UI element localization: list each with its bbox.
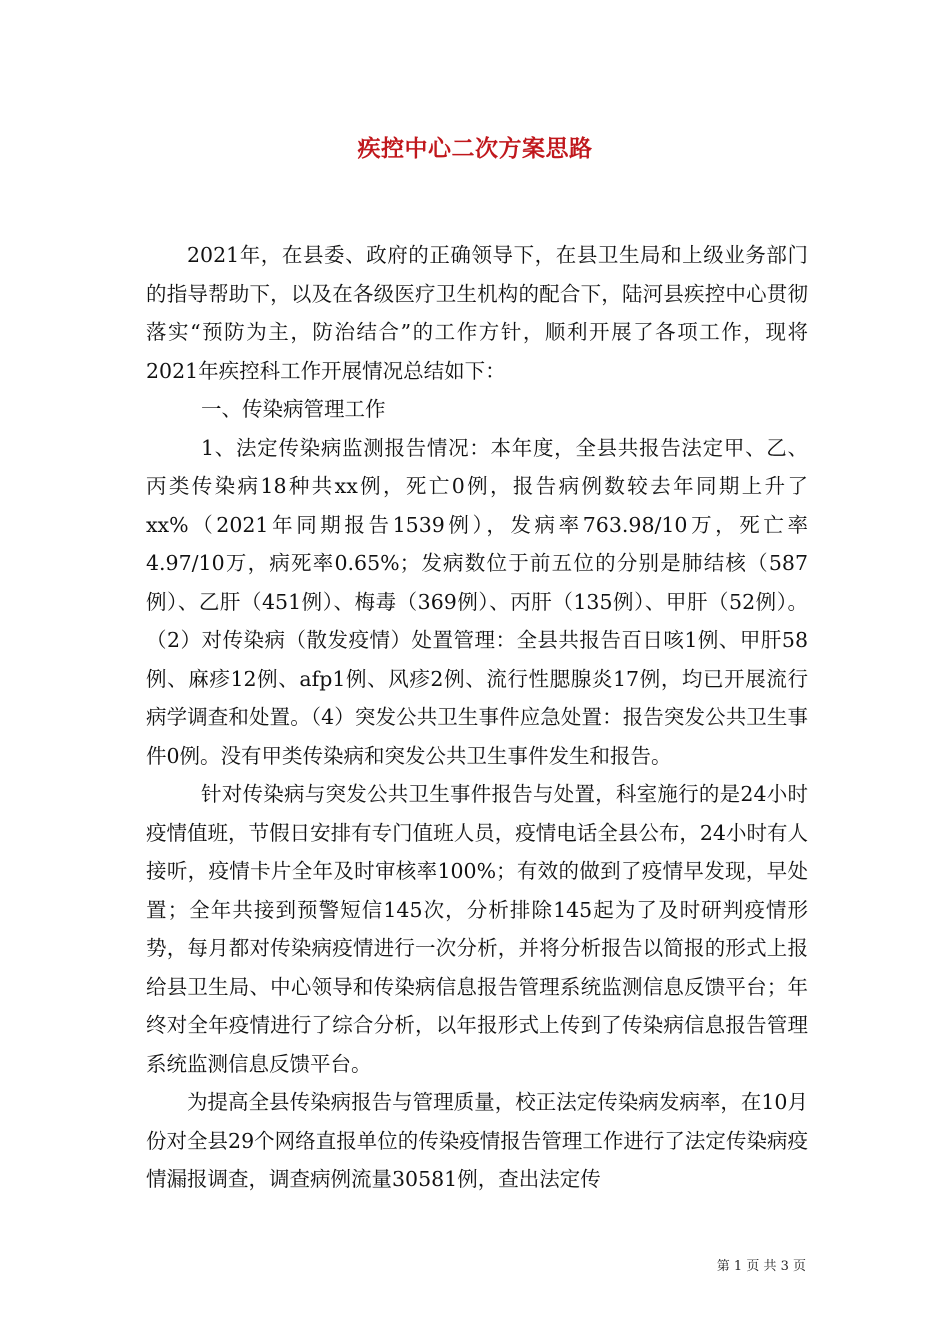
document-title: 疾控中心二次方案思路 (357, 135, 593, 162)
paragraph-quality: 为提高全县传染病报告与管理质量，校正法定传染病发病率，在10月份对全县29个网络直报单位的传染疫情报告管理工作进行了法定传染病疫情漏报调查，调查病例流量30581例，查出法定传 (146, 1090, 808, 1191)
paragraph-surveillance: 1、法定传染病监测报告情况：本年度，全县共报告法定甲、乙、丙类传染病18种共xx例，死亡0例，报告病例数较去年同期上升了xx%（2021年同期报告1539例），发病率763.98/10万，死亡率4.97/10万，病死率0.65%；发病数位于前五位的分别是肺结核（587例）、乙肝（451例）、梅毒（369例）、丙肝（135例）、甲肝（52例）。（2）对传染病（散发疫情）处置管理：全县共报告百日咳1例、甲肝58例、麻疹12例、afp1例、风疹2例、流行性腮腺炎17例，均已开展流行病学调查和处置。（4）突发公共卫生事件应急处置：报告突发公共卫生事件0例。没有甲类传染病和突发公共卫生事件发生和报告。 (146, 435, 808, 768)
page-number: 第 1 页 共 3 页 (716, 1259, 806, 1274)
paragraph-response: 针对传染病与突发公共卫生事件报告与处置，科室施行的是24小时疫情值班，节假日安排有专门值班人员，疫情电话全县公布，24小时有人接听，疫情卡片全年及时审核率100%；有效的做到了疫情早发现，早处置；全年共接到预警短信145次，分析排除145起为了及时研判疫情形势，每月都对传染病疫情进行一次分析，并将分析报告以简报的形式上报给县卫生局、中心领导和传染病信息报告管理系统监测信息反馈平台；年终对全年疫情进行了综合分析，以年报形式上传到了传染病信息报告管理系统监测信息反馈平台。 (146, 782, 808, 1076)
paragraph-intro: 2021年，在县委、政府的正确领导下，在县卫生局和上级业务部门的指导帮助下，以及在各级医疗卫生机构的配合下，陆河县疾控中心贯彻落实“预防为主，防治结合”的工作方针，顺利开展了各项工作，现将2021年疾控科工作开展情况总结如下： (146, 243, 808, 383)
document-body (146, 236, 808, 1199)
section-heading: 一、传染病管理工作 (201, 397, 386, 421)
